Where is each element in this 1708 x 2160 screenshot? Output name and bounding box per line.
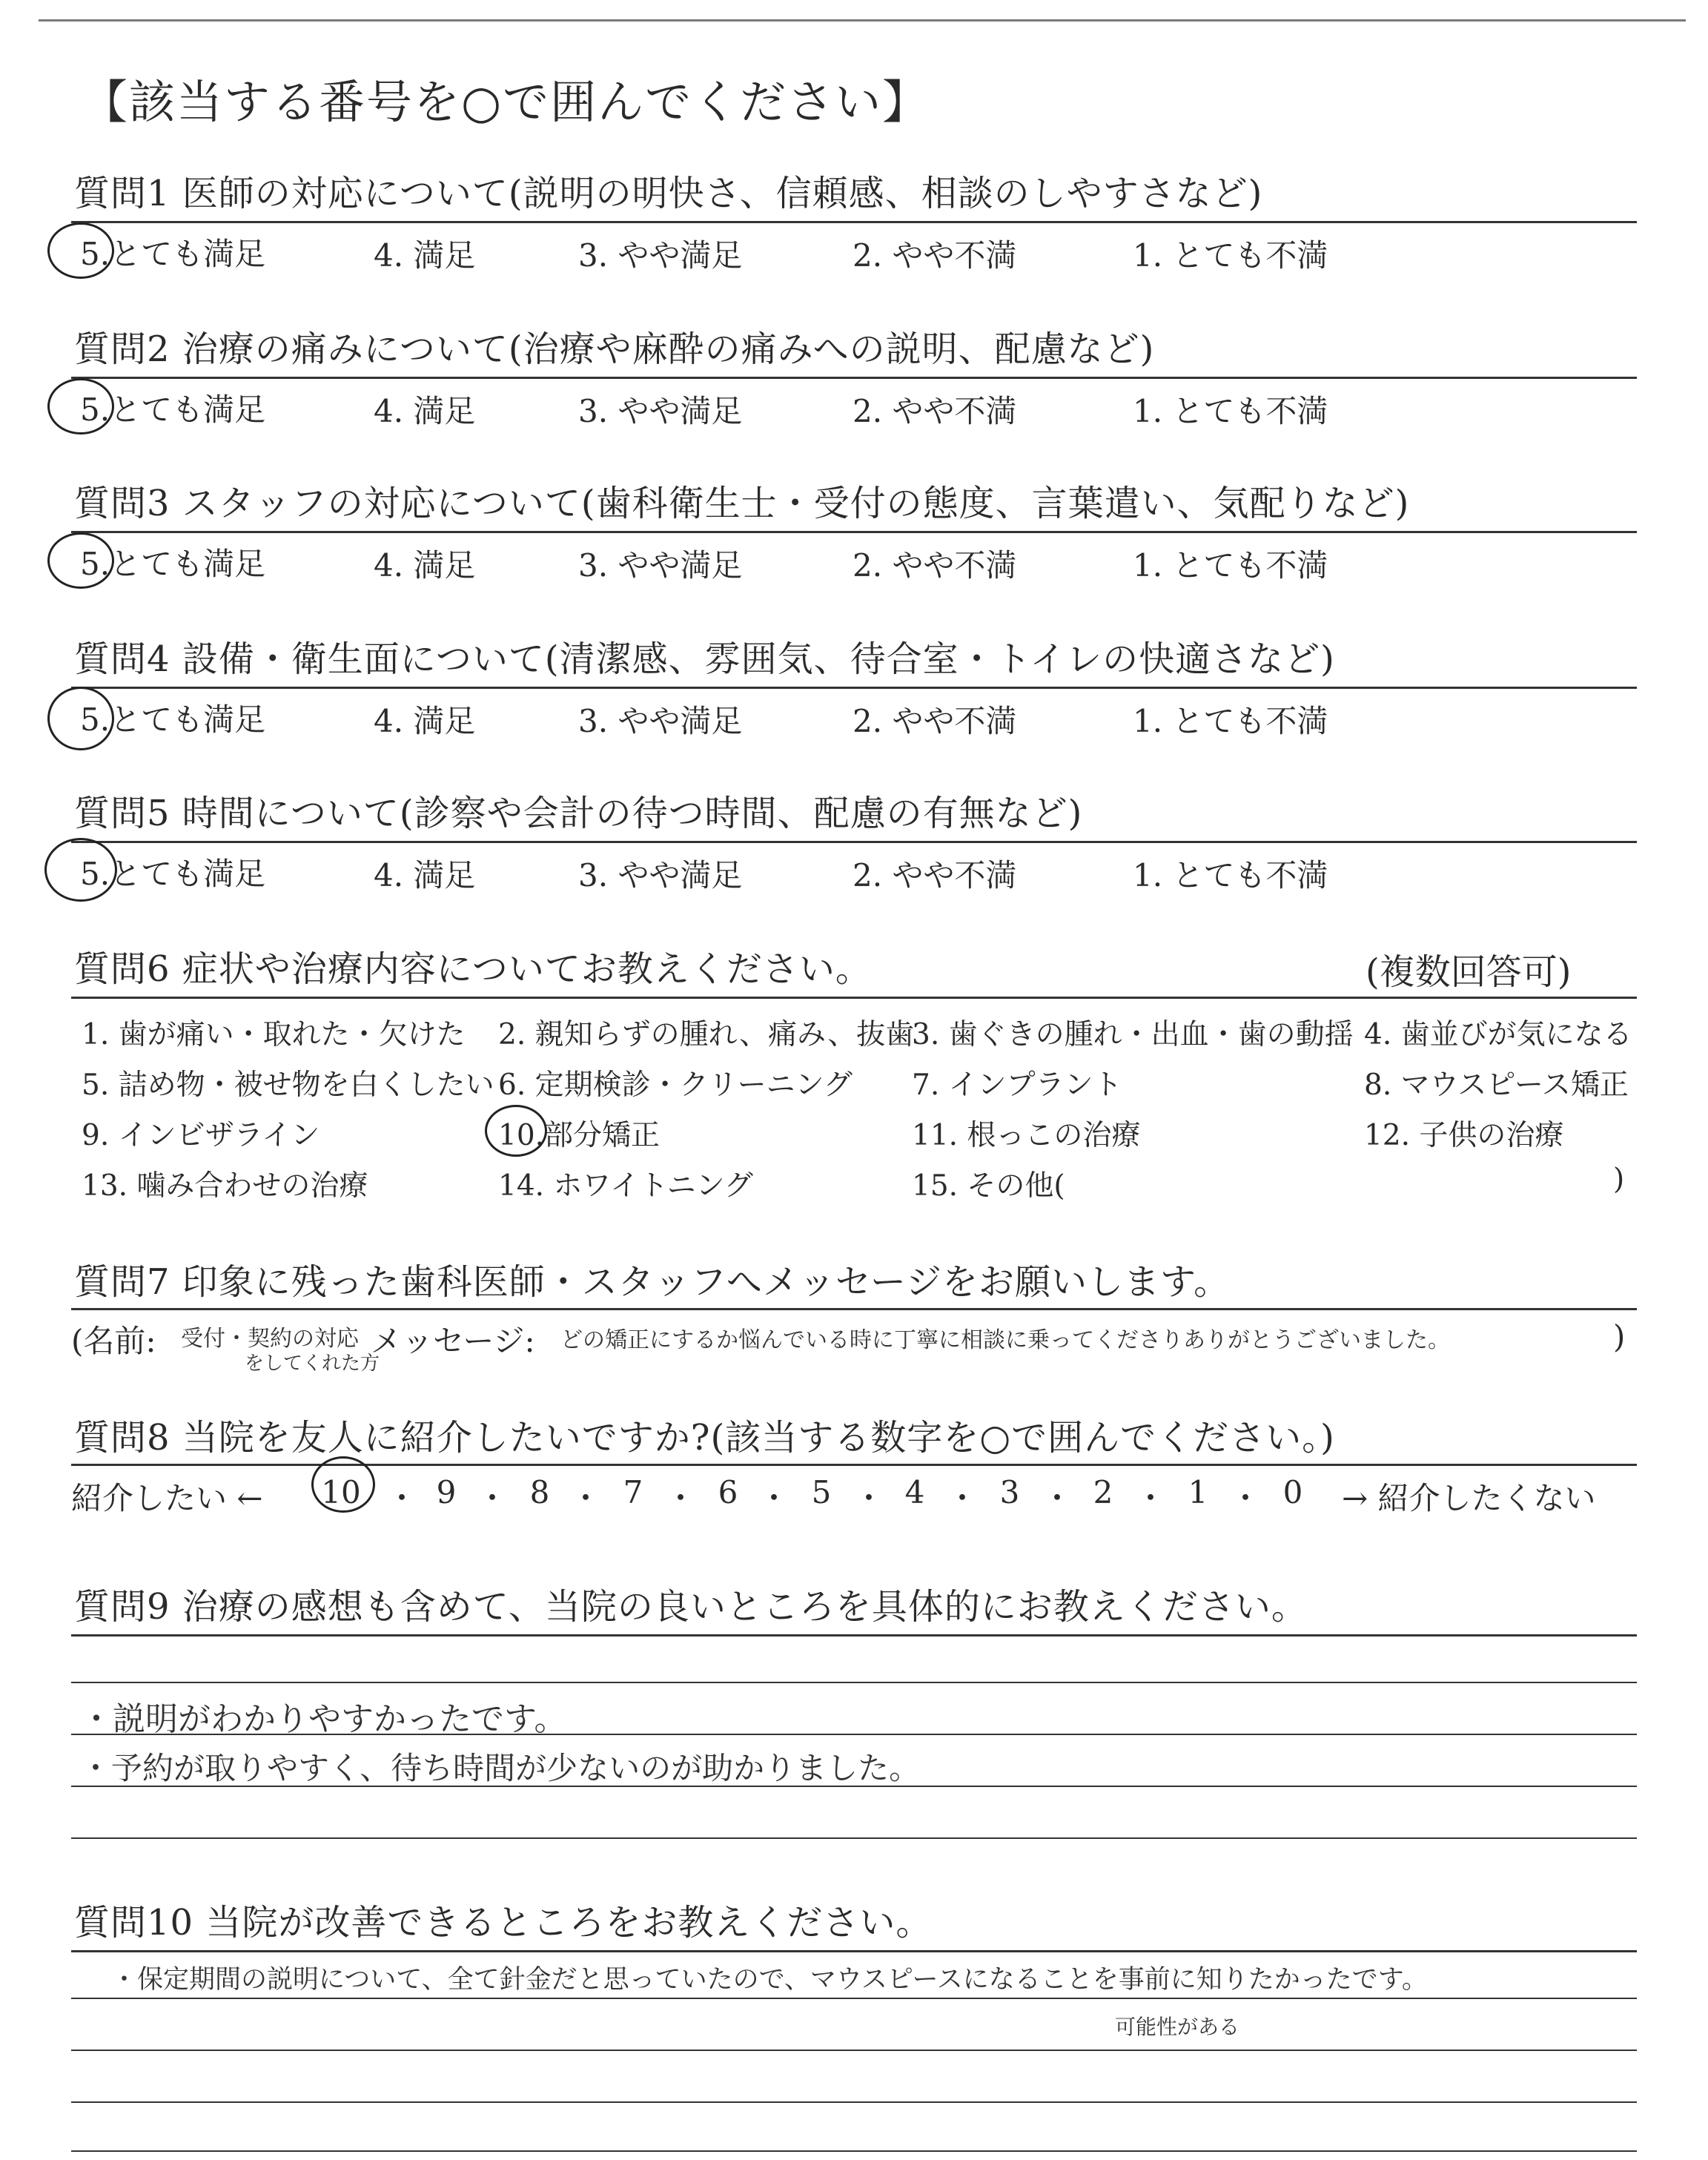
q3-title: 質問3 スタッフの対応について(歯科衛生士・受付の態度、言葉遣い、気配りなど) [74, 483, 1410, 524]
q7-name-handwritten-2: をしてくれた方 [245, 1353, 380, 1375]
q8-scale-9[interactable]: 9 [436, 1474, 457, 1510]
q8-scale-1[interactable]: 1 [1188, 1474, 1208, 1510]
q8-title: 質問8 当院を友人に紹介したいですか?(該当する数字を○で囲んでください。) [74, 1417, 1335, 1459]
q6-option-5[interactable]: 5. 詰め物・被せ物を白くしたい [82, 1069, 494, 1102]
q8-scale-sep: ・ [664, 1480, 696, 1516]
q8-rule [71, 1464, 1637, 1466]
q7-title: 質問7 印象に残った歯科医師・スタッフへメッセージをお願いします。 [74, 1261, 1231, 1303]
q10-answer[interactable]: ・保定期間の説明について、全て針金だと思っていたので、マウスピースになることを事前に知りたかったです。 [111, 1965, 1428, 1995]
top-rule [39, 19, 1686, 22]
q2-option-3[interactable]: 3. やや満足 [578, 393, 743, 429]
q2-option-1[interactable]: 1. とても不満 [1133, 393, 1328, 429]
q8-scale-sep: ・ [1134, 1480, 1166, 1516]
q10-write-line [71, 1998, 1637, 1999]
q8-scale-8[interactable]: 8 [529, 1474, 550, 1510]
q6-option-7[interactable]: 7. インプラント [912, 1069, 1122, 1102]
q10-write-line [71, 2150, 1637, 2152]
q9-write-line [71, 1682, 1637, 1683]
q6-option-6[interactable]: 6. 定期検診・クリーニング [498, 1069, 853, 1102]
q1-option-1[interactable]: 1. とても不満 [1133, 237, 1328, 274]
q9-answer-line-1[interactable]: ・説明がわかりやすかったです。 [80, 1700, 567, 1738]
q7-close-paren: ) [1613, 1318, 1626, 1355]
q7-name-handwritten[interactable]: 受付・契約の対応 [181, 1326, 359, 1352]
q6-option-2[interactable]: 2. 親知らずの腫れ、痛み、抜歯 [498, 1018, 915, 1051]
q5-option-1[interactable]: 1. とても不満 [1133, 857, 1328, 894]
q10-insert-note: 可能性がある [1115, 2015, 1240, 2039]
q8-scale-10[interactable]: 10 [321, 1474, 361, 1510]
q8-scale-5[interactable]: 5 [811, 1474, 832, 1510]
q6-option-10[interactable]: 10.部分矯正 [498, 1119, 661, 1152]
q7-name-label: (名前: [71, 1323, 156, 1359]
q6-title: 質問6 症状や治療内容についてお教えください。 [74, 948, 872, 990]
q2-option-4[interactable]: 4. 満足 [374, 393, 476, 429]
q3-option-2[interactable]: 2. やや不満 [853, 547, 1017, 584]
q6-option-3[interactable]: 3. 歯ぐきの腫れ・出血・歯の動揺 [912, 1018, 1354, 1051]
q1-option-2[interactable]: 2. やや不満 [853, 237, 1017, 274]
q3-option-3[interactable]: 3. やや満足 [578, 547, 743, 584]
q4-option-4[interactable]: 4. 満足 [374, 703, 476, 739]
q2-option-2[interactable]: 2. やや不満 [853, 393, 1017, 429]
q1-option-5[interactable]: 5.とても満足 [80, 236, 266, 272]
q6-option-11[interactable]: 11. 根っこの治療 [912, 1119, 1141, 1152]
q1-title: 質問1 医師の対応について(説明の明快さ、信頼感、相談のしやすさなど) [74, 173, 1263, 214]
q8-scale-sep: ・ [476, 1480, 508, 1516]
q6-option-14[interactable]: 14. ホワイトニング [498, 1169, 753, 1203]
q5-rule [71, 841, 1637, 843]
q5-option-5[interactable]: 5.とても満足 [80, 856, 266, 892]
q2-option-5[interactable]: 5.とても満足 [80, 392, 266, 428]
q6-option-1[interactable]: 1. 歯が痛い・取れた・欠けた [82, 1018, 466, 1051]
q6-option-8[interactable]: 8. マウスピース矯正 [1364, 1069, 1629, 1102]
q8-scale-2[interactable]: 2 [1093, 1474, 1113, 1510]
q4-title: 質問4 設備・衛生面について(清潔感、雰囲気、待合室・トイレの快適さなど) [74, 638, 1335, 680]
q1-option-3[interactable]: 3. やや満足 [578, 237, 743, 274]
q3-option-1[interactable]: 1. とても不満 [1133, 547, 1328, 584]
q8-scale-7[interactable]: 7 [623, 1474, 643, 1510]
q6-multiple-answers-note: (複数回答可) [1366, 951, 1572, 993]
q8-scale-sep: ・ [853, 1480, 884, 1516]
q10-write-line [71, 2101, 1637, 2103]
q4-option-1[interactable]: 1. とても不満 [1133, 703, 1328, 739]
q8-scale-sep: ・ [569, 1480, 601, 1516]
q5-option-2[interactable]: 2. やや不満 [853, 857, 1017, 894]
q6-option-9[interactable]: 9. インビザライン [82, 1119, 320, 1152]
q5-option-4[interactable]: 4. 満足 [374, 857, 476, 894]
q8-scale-3[interactable]: 3 [999, 1474, 1020, 1510]
q4-option-5[interactable]: 5.とても満足 [80, 701, 266, 738]
q6-option-15[interactable]: 15. その他( [912, 1169, 1065, 1203]
q6-option-13[interactable]: 13. 噛み合わせの治療 [82, 1169, 368, 1203]
q8-scale-sep: ・ [1041, 1480, 1073, 1516]
q9-rule [71, 1634, 1637, 1636]
q3-rule [71, 531, 1637, 533]
q7-rule [71, 1308, 1637, 1310]
q8-scale-sep: ・ [385, 1480, 417, 1516]
q2-rule [71, 377, 1637, 379]
q9-answer-line-2[interactable]: ・予約が取りやすく、待ち時間が少ないのが助かりました。 [80, 1750, 921, 1786]
q7-message-label: メッセージ: [371, 1323, 535, 1359]
q6-option-12[interactable]: 12. 子供の治療 [1364, 1119, 1564, 1152]
q6-rule [71, 997, 1637, 999]
q6-option-15-close-paren: ) [1613, 1163, 1625, 1196]
q4-option-3[interactable]: 3. やや満足 [578, 703, 743, 739]
q9-write-line [71, 1837, 1637, 1839]
q1-option-4[interactable]: 4. 満足 [374, 237, 476, 274]
q10-write-line [71, 2050, 1637, 2051]
q3-option-4[interactable]: 4. 満足 [374, 547, 476, 584]
q4-rule [71, 687, 1637, 689]
q1-rule [71, 221, 1637, 223]
q8-scale-6[interactable]: 6 [718, 1474, 738, 1510]
q8-scale-4[interactable]: 4 [904, 1474, 925, 1510]
q8-scale-sep: ・ [1229, 1480, 1261, 1516]
q6-option-4[interactable]: 4. 歯並びが気になる [1364, 1018, 1632, 1051]
q3-option-5[interactable]: 5.とても満足 [80, 546, 266, 582]
q10-rule [71, 1950, 1637, 1952]
q2-title: 質問2 治療の痛みについて(治療や麻酔の痛みへの説明、配慮など) [74, 328, 1155, 370]
form-heading: 【該当する番号を○で囲んでください】 [82, 75, 930, 129]
q5-title: 質問5 時間について(診察や会計の待つ時間、配慮の有無など) [74, 793, 1083, 834]
q7-message-handwritten[interactable]: どの矯正にするか悩んでいる時に丁寧に相談に乗ってくださりありがとうございました。 [560, 1327, 1450, 1353]
q8-scale-0[interactable]: 0 [1282, 1474, 1303, 1510]
q4-option-2[interactable]: 2. やや不満 [853, 703, 1017, 739]
q5-option-3[interactable]: 3. やや満足 [578, 857, 743, 894]
q8-right-label: → 紹介したくない [1342, 1480, 1596, 1516]
q8-left-label: 紹介したい ← [71, 1480, 263, 1516]
q8-scale-sep: ・ [946, 1480, 978, 1516]
q8-scale-sep: ・ [758, 1480, 790, 1516]
q10-title: 質問10 当院が改善できるところをお教えください。 [74, 1902, 933, 1943]
q9-title: 質問9 治療の感想も含めて、当院の良いところを具体的にお教えください。 [74, 1586, 1308, 1628]
